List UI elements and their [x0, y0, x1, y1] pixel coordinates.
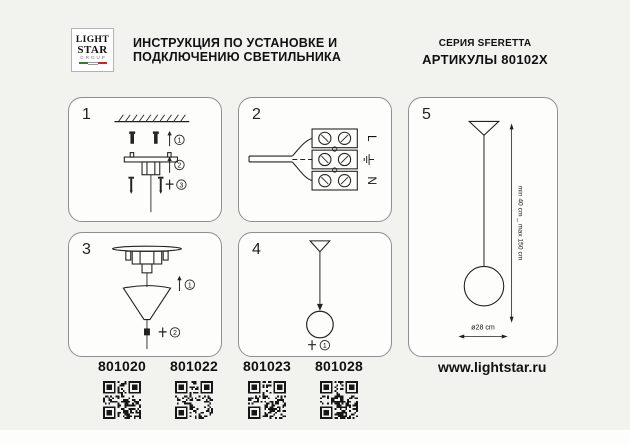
height-dimension	[510, 123, 524, 322]
svg-text:3: 3	[179, 182, 184, 190]
flag-red-bar	[98, 62, 107, 65]
flag-middle-bar	[88, 62, 98, 65]
glass-sphere	[307, 311, 334, 338]
article-column	[91, 358, 153, 419]
step-1-marker	[167, 131, 184, 146]
qr-code	[175, 381, 213, 419]
qr-code	[248, 381, 286, 419]
diameter-dimension-label: ø28 cm	[471, 323, 495, 332]
diameter-dimension	[458, 324, 507, 339]
panel-step-3	[68, 232, 222, 357]
step-3-marker	[166, 180, 186, 190]
arrow-down-icon	[317, 304, 323, 311]
screw-icon	[128, 177, 163, 194]
earth-ground-icon	[364, 154, 374, 165]
panel-step-2	[238, 97, 392, 222]
panel-number: 3	[82, 241, 91, 258]
glass-sphere	[464, 266, 503, 305]
diagram-dimensions	[409, 98, 557, 356]
product-info	[405, 38, 565, 67]
panel-number: 2	[252, 106, 261, 123]
article-column	[236, 358, 298, 419]
svg-text:2: 2	[173, 330, 177, 338]
panel-overview	[408, 97, 558, 357]
qr-pattern	[320, 381, 358, 419]
step-1-marker	[177, 276, 194, 291]
logo-text-star: STAR	[77, 43, 108, 56]
svg-text:2: 2	[177, 162, 182, 170]
article-number: 801022	[170, 358, 218, 374]
panel-number: 5	[422, 106, 431, 123]
anchor-dowel-icon	[129, 131, 159, 143]
panel-number: 4	[252, 241, 261, 258]
diagram-wiring	[239, 98, 391, 221]
step-2-marker	[167, 157, 184, 173]
cone-top	[310, 241, 330, 252]
panel-step-4	[238, 232, 392, 357]
terminal-label-live: L	[365, 135, 380, 142]
title-line-2: ПОДКЛЮЧЕНИЮ СВЕТИЛЬНИКА	[133, 49, 342, 64]
step-1-marker	[308, 340, 329, 350]
screwdriver-icon	[159, 327, 167, 337]
article-column	[163, 358, 225, 419]
lightstar-logo	[71, 28, 114, 72]
svg-text:1: 1	[187, 282, 192, 290]
qr-code	[103, 381, 141, 419]
article-number: 801023	[243, 358, 291, 374]
qr-pattern	[175, 381, 213, 419]
svg-text:1: 1	[322, 342, 327, 350]
article-column	[308, 358, 370, 419]
series-label: СЕРИЯ SFERETTA	[438, 38, 532, 49]
website-url: www.lightstar.ru	[438, 359, 547, 375]
diagram-canopy	[69, 233, 221, 356]
title-line-1: ИНСТРУКЦИЯ ПО УСТАНОВКЕ И	[133, 36, 338, 50]
bottom-margin	[0, 430, 630, 445]
svg-text:1: 1	[177, 137, 182, 145]
logo-text-light: LIGHT	[75, 34, 110, 45]
screwdriver-icon	[166, 180, 174, 190]
logo-text-group: GROUP	[80, 54, 107, 60]
diagram-sphere-attach	[239, 233, 391, 356]
mounted-bracket	[113, 246, 182, 273]
article-number: 801020	[98, 358, 146, 374]
cone-canopy	[123, 286, 170, 320]
locking-screw	[144, 328, 150, 335]
screwdriver-icon	[308, 340, 316, 350]
step-2-marker	[159, 327, 180, 337]
panel-step-1	[68, 97, 222, 222]
terminal-label-neutral: N	[365, 176, 380, 185]
cone-top	[469, 121, 499, 135]
terminal-block	[312, 129, 357, 190]
articles-label: АРТИКУЛЫ 80102X	[422, 52, 548, 67]
qr-pattern	[248, 381, 286, 419]
flag-green-bar	[79, 62, 88, 65]
supply-cable	[249, 138, 312, 180]
article-number: 801028	[315, 358, 363, 374]
panel-number: 1	[82, 106, 91, 123]
qr-pattern	[103, 381, 141, 419]
page-title	[133, 37, 341, 64]
italian-flag-icon	[79, 62, 107, 65]
ceiling-hatch	[114, 115, 189, 122]
diagram-ceiling-mounting	[69, 98, 221, 221]
height-dimension-label: min 40 cm _ max 150 cm	[516, 185, 524, 261]
qr-code	[320, 381, 358, 419]
